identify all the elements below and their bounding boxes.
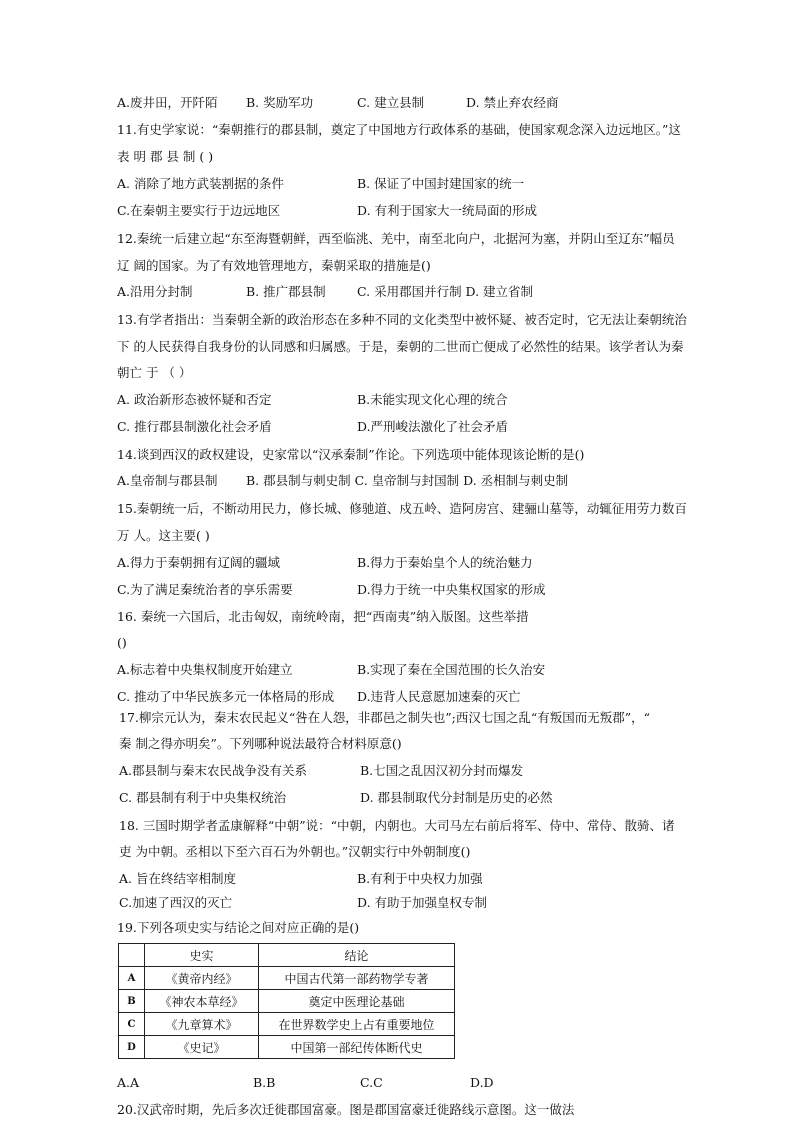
- table-header-cell: 结论: [259, 944, 455, 967]
- q13-option-a: A. 政治新形态被怀疑和否定: [117, 392, 272, 407]
- q11-option-a: A. 消除了地方武装割据的条件: [117, 176, 284, 191]
- q19-option-c: C.C: [360, 1075, 383, 1090]
- q11-stem-line1: 11.有史学家说：“秦朝推行的郡县制，奠定了中国地方行政体系的基础，使国家观念深入边远地区。”这: [117, 122, 681, 137]
- q15-stem-line1: 15.秦朝统一后，不断动用民力，修长城、修驰道、戍五岭、造阿房宫、建骊山墓等，动辄征用劳力数百: [117, 501, 687, 516]
- table-header-cell: 史实: [145, 944, 259, 967]
- q11-option-b: B. 保证了中国封建国家的统一: [357, 176, 525, 191]
- q19-facts-table: [118, 943, 455, 1059]
- q16-stem-line2: (): [117, 635, 127, 650]
- q15-option-c: C.为了满足秦统治者的享乐需要: [117, 582, 293, 597]
- table-header-cell: [119, 944, 145, 967]
- q15-option-b: B.得力于秦始皇个人的统治魅力: [357, 555, 533, 570]
- q13-stem-line2: 下 的人民获得自我身份的认同感和归属感。于是，秦朝的二世而亡便成了必然性的结果。该学者认为秦: [117, 339, 684, 354]
- q18-option-a: A. 旨在终结宰相制度: [119, 871, 236, 886]
- q16-option-c: C. 推动了中华民族多元一体格局的形成: [117, 689, 335, 704]
- q16-stem-line1: 16. 秦统一六国后，北击匈奴，南统岭南，把“西南夷”纳入版图。这些举措: [117, 609, 529, 624]
- table-cell-conclusion: 中国古代第一部药物学专著: [259, 967, 455, 990]
- table-row: [119, 967, 455, 990]
- q15-option-a: A.得力于秦朝拥有辽阔的疆域: [117, 555, 281, 570]
- q11-option-c: C.在秦朝主要实行于边远地区: [117, 203, 281, 218]
- q19-option-b: B.B: [253, 1075, 276, 1090]
- table-cell-conclusion: 在世界数学史上占有重要地位: [259, 1013, 455, 1036]
- table-header-row: [119, 944, 455, 967]
- table-cell-label: A: [119, 967, 145, 990]
- q10-option-d: D. 禁止弃农经商: [466, 95, 559, 110]
- q18-stem-line1: 18. 三国时期学者孟康解释“中朝”说：“中朝，内朝也。大司马左右前后将军、侍中、常侍、散骑、诸: [119, 818, 675, 833]
- table-cell-label: B: [119, 990, 145, 1013]
- table-cell-label: D: [119, 1036, 145, 1059]
- q10-option-a: A.废井田，开阡陌: [117, 95, 218, 110]
- q13-stem-line3: 朝亡 于 （ ）: [117, 365, 192, 380]
- q16-option-d: D.违背人民意愿加速秦的灭亡: [357, 689, 521, 704]
- table-row: [119, 1036, 455, 1059]
- q12-stem-line1: 12.秦统一后建立起“东至海暨朝鲜，西至临洮、羌中，南至北向户，北据河为塞，并阴山至辽东”幅员: [117, 231, 675, 246]
- q13-stem-line1: 13.有学者指出：当秦朝全新的政治形态在多种不同的文化类型中被怀疑、被否定时，它无法让秦朝统治: [117, 312, 687, 327]
- table-cell-conclusion: 奠定中医理论基础: [259, 990, 455, 1013]
- table-row: [119, 990, 455, 1013]
- q12-option-b: B. 推广郡县制: [246, 284, 326, 299]
- q14-stem-line1: 14.谈到西汉的政权建设，史家常以“汉承秦制”作论。下列选项中能体现该论断的是(): [117, 447, 585, 462]
- q19-option-d: D.D: [470, 1075, 494, 1090]
- table-cell-conclusion: 中国第一部纪传体断代史: [259, 1036, 455, 1059]
- q17-option-a: A.郡县制与秦末农民战争没有关系: [119, 763, 308, 778]
- q17-stem-line1: 17.柳宗元认为，秦末农民起义“咎在人怨，非郡邑之制失也”;西汉七国之乱“有叛国而无叛郡”，“: [119, 710, 651, 725]
- q20-stem-line1: 20.汉武帝时期，先后多次迁徙郡国富豪。图是郡国富豪迁徙路线示意图。这一做法: [117, 1102, 575, 1117]
- q10-option-b: B. 奖励军功: [246, 95, 314, 110]
- q19-option-a: A.A: [117, 1075, 140, 1090]
- q15-stem-line2: 万 人。这主要( ): [117, 528, 210, 543]
- q18-option-d: D. 有助于加强皇权专制: [357, 895, 488, 910]
- q11-option-d: D. 有利于国家大一统局面的形成: [357, 203, 538, 218]
- q18-stem-line2: 吏 为中朝。丞相以下至六百石为外朝也。”汉朝实行中外朝制度(): [119, 844, 471, 859]
- q14-option-a: A.皇帝制与郡县制: [117, 473, 218, 488]
- q18-option-b: B.有利于中央权力加强: [357, 871, 483, 886]
- table-cell-fact: 《神农本草经》: [145, 990, 259, 1013]
- table-cell-fact: 《史记》: [145, 1036, 259, 1059]
- q13-option-d: D.严刑峻法激化了社会矛盾: [357, 419, 509, 434]
- q13-option-b: B.未能实现文化心理的统合: [357, 392, 508, 407]
- q12-stem-line2: 辽 阔的国家。为了有效地管理地方，秦朝采取的措施是(): [117, 258, 431, 273]
- table-cell-fact: 《黄帝内经》: [145, 967, 259, 990]
- table-cell-fact: 《九章算术》: [145, 1013, 259, 1036]
- q12-option-cd: C. 采用郡国并行制 D. 建立省制: [357, 284, 534, 299]
- q18-option-c: C.加速了西汉的灭亡: [119, 895, 233, 910]
- q10-option-c: C. 建立县制: [357, 95, 425, 110]
- q17-option-c: C. 郡县制有利于中央集权统治: [119, 790, 287, 805]
- q13-option-c: C. 推行郡县制激化社会矛盾: [117, 419, 272, 434]
- q11-stem-line2: 表 明 郡 县 制 ( ): [117, 149, 214, 164]
- table-row: [119, 1013, 455, 1036]
- q17-option-b: B.七国之乱因汉初分封而爆发: [360, 763, 524, 778]
- q16-option-b: B.实现了秦在全国范围的长久治安: [357, 662, 546, 677]
- q14-option-bcd: B. 郡县制与刺史制 C. 皇帝制与封国制 D. 丞相制与刺史制: [246, 473, 569, 488]
- q17-stem-line2: 秦 制之得亦明矣”。下列哪种说法最符合材料原意(): [119, 736, 402, 751]
- q19-stem-line1: 19.下列各项史实与结论之间对应正确的是(): [117, 920, 360, 935]
- q12-option-a: A.沿用分封制: [117, 284, 193, 299]
- table-cell-label: C: [119, 1013, 145, 1036]
- q16-option-a: A.标志着中央集权制度开始建立: [117, 662, 293, 677]
- q17-option-d: D. 郡县制取代分封制是历史的必然: [360, 790, 553, 805]
- q15-option-d: D.得力于统一中央集权国家的形成: [357, 582, 546, 597]
